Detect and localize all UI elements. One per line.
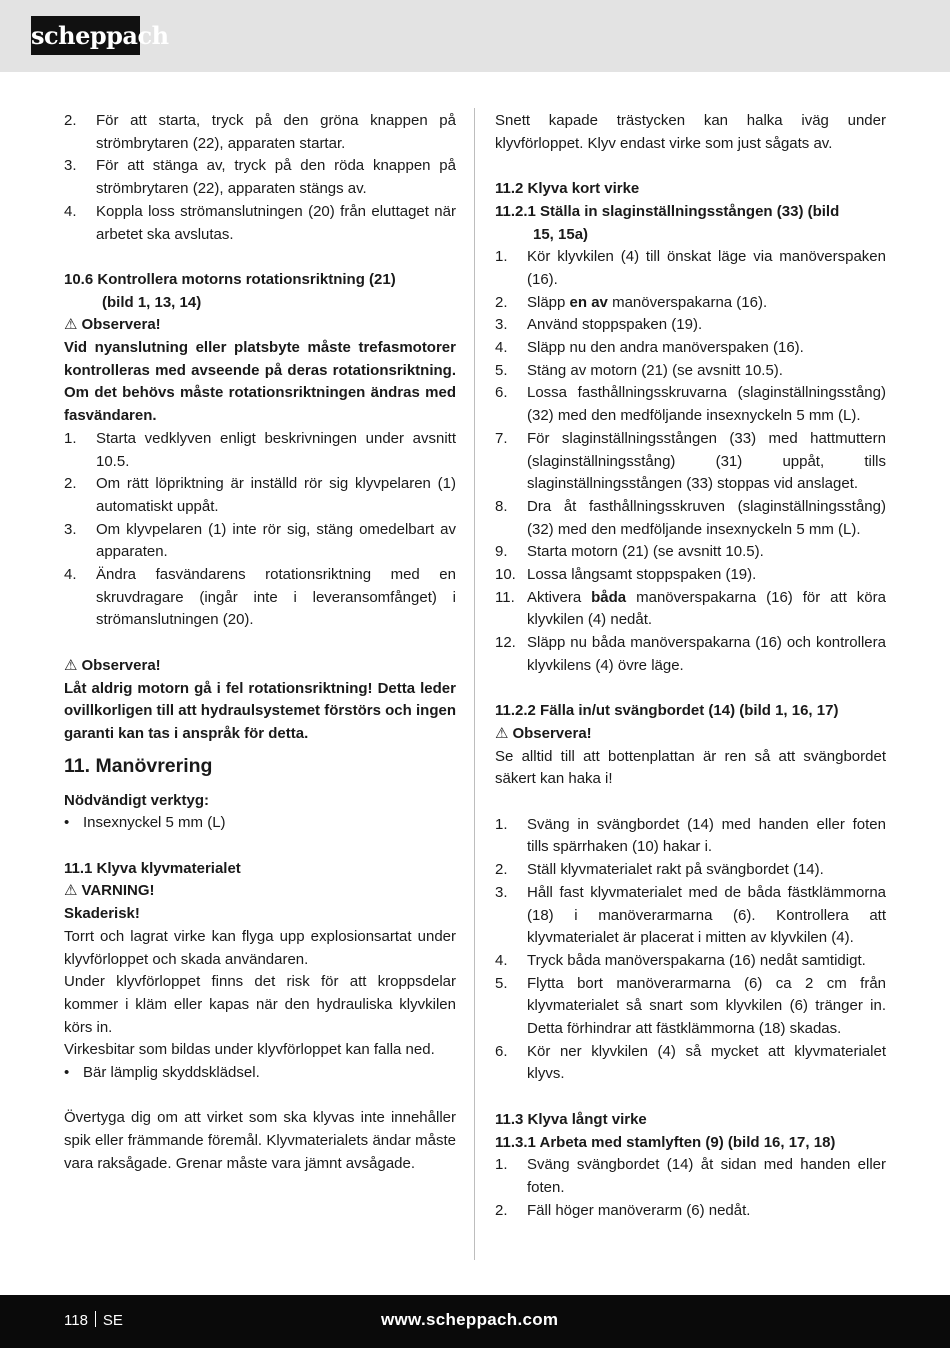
list-item: 11. Aktivera båda manöverspakarna (16) för att köra klyvkilen (4) nedåt. <box>495 588 886 629</box>
list-item: 5. Flytta bort manöverarmarna (6) ca 2 cm från klyvmaterialet så snart som klyvkilen (6) tränger in. Detta förhindrar att fästklämmorna (18) skadas. <box>495 974 886 1038</box>
list-item: 5. Stäng av motorn (21) (se avsnitt 10.5). <box>495 361 783 379</box>
list-item: 4. Tryck båda manöverspakarna (16) nedåt samtidigt. <box>495 951 866 969</box>
list-item: 4. Ändra fasvändarens rotationsriktning med en skruvdragare (ingår inte i leveransomfånget) i strömanslutningen (20). <box>64 566 456 629</box>
list-item: 1. Starta vedklyven enligt beskrivningen under avsnitt 10.5. <box>64 429 456 470</box>
list-item: 2. Fäll höger manöverarm (6) nedåt. <box>495 1201 751 1219</box>
section-heading-11-3: 11.3 Klyva långt virke <box>495 1110 647 1128</box>
list-item: 3. För att stänga av, tryck på den röda knappen på strömbrytaren (22), apparaten stängs av. <box>64 157 456 198</box>
paragraph: Virkesbitar som bildas under klyvförloppet kan falla ned. <box>64 1041 435 1059</box>
section-heading-10-6: 10.6 Kontrollera motorns rotationsriktning (21) <box>64 270 396 288</box>
list-item: 1. Sväng in svängbordet (14) med handen eller foten tills spärrhaken (10) hakar i. <box>495 815 886 856</box>
notice-text: Se alltid till att bottenplattan är ren så att svängbordet säkert kan haka i! <box>495 747 886 788</box>
notice-text: Låt aldrig motorn gå i fel rotationsriktning! Detta leder ovillkorligen till att hydraulsystemet förstörs och ingen garanti kan tas i anspråk för detta. <box>64 679 456 742</box>
section-heading-11-2-1-sub: 15, 15a) <box>533 225 589 243</box>
list-item: 3. Använd stoppspaken (19). <box>495 316 703 334</box>
scheppach-logo: scheppach <box>31 16 140 55</box>
list-item: 1. Kör klyvkilen (4) till önskat läge via manöverspaken (16). <box>495 248 886 288</box>
section-heading-11-3-1: 11.3.1 Arbeta med stamlyften (9) (bild 16, 17, 18) <box>495 1133 836 1151</box>
list-item: 6. Lossa fasthållningsskruvarna (slaginställningsstång) (32) med den medföljande insexnyckeln 5 mm (L). <box>495 384 886 425</box>
warning-icon: ⚠ <box>495 724 509 742</box>
list-item: 2. För att starta, tryck på den gröna knappen på strömbrytaren (22), apparaten startar. <box>64 112 456 152</box>
injury-risk: Skaderisk! <box>64 905 140 923</box>
warning-icon: ⚠ <box>64 882 78 900</box>
section-heading-11-2: 11.2 Klyva kort virke <box>495 180 640 198</box>
list-item: 8. Dra åt fasthållningsskruven (slaginställningsstång) (32) med den medföljande insexnyckeln 5 mm (L). <box>495 497 886 538</box>
list-item: 4. Släpp nu den andra manöverspaken (16). <box>495 339 804 357</box>
list-item: • Insexnyckel 5 mm (L) <box>64 814 226 832</box>
notice-text: Vid nyanslutning eller platsbyte måste trefasmotorer kontrolleras med avseende på deras rotationsriktning. Om det behövs måste rotationsriktningen ändras med fasvändaren. <box>64 339 456 425</box>
notice-heading: ⚠ Observera! <box>64 314 456 337</box>
list-item: 1. Sväng svängbordet (14) åt sidan med handen eller foten. <box>495 1156 886 1196</box>
column-divider <box>474 108 475 1260</box>
warning-icon: ⚠ <box>64 656 78 674</box>
section-heading-11-2-1: 11.2.1 Ställa in slaginställningsstången (33) (bild <box>495 202 840 220</box>
paragraph: Snett kapade trästycken kan halka iväg under klyvförloppet. Klyv endast virke som just sågats av. <box>495 112 886 152</box>
list-item: 3. Om klyvpelaren (1) inte rör sig, stäng omedelbart av apparaten. <box>64 520 456 561</box>
page-header <box>0 0 950 72</box>
page-footer <box>0 1295 950 1348</box>
paragraph: Övertyga dig om att virket som ska klyvas inte innehåller spik eller främmande föremål. Klyvmaterialets ändar måste vara raksågade. Grenar måste vara jämnt avsågade. <box>64 1109 456 1172</box>
list-item: 10. Lossa långsamt stoppspaken (19). <box>495 566 757 584</box>
notice-heading: ⚠ Observera! <box>64 655 456 678</box>
list-item: 2. Släpp en av manöverspakarna (16). <box>495 293 768 311</box>
right-column <box>495 110 886 1222</box>
section-heading-10-6-sub: (bild 1, 13, 14) <box>102 293 202 311</box>
list-item: 6. Kör ner klyvkilen (4) så mycket att klyvmaterialet klyvs. <box>495 1042 886 1083</box>
paragraph: Under klyvförloppet finns det risk för att kroppsdelar kommer i kläm eller kapas när den hydrauliska klyvkilen körs in. <box>64 973 456 1036</box>
chapter-heading-11: 11. Manövrering <box>64 754 213 777</box>
section-heading-11-1: 11.1 Klyva klyvmaterialet <box>64 859 241 877</box>
list-item: 3. Håll fast klyvmaterialet med de båda fästklämmorna (18) i manöverarmarna (6). Kontrollera att klyvmaterialet är placerat i mitten av klyvkilen (4). <box>495 883 886 947</box>
website-link[interactable]: www.scheppach.com <box>381 1310 559 1329</box>
notice-heading: ⚠ Observera! <box>495 723 886 746</box>
page-number: 118 SE <box>64 1312 123 1329</box>
warning-heading: ⚠ VARNING! <box>64 880 456 903</box>
list-item: 2. Om rätt löpriktning är inställd rör sig klyvpelaren (1) automatiskt uppåt. <box>64 475 456 515</box>
list-item: • Bär lämplig skyddsklädsel. <box>64 1064 260 1082</box>
list-item: 4. Koppla loss strömanslutningen (20) från eluttaget när arbetet ska avslutas. <box>64 202 456 243</box>
list-item: 7. För slaginställningsstången (33) med hattmuttern (slaginställningsstång) (31) uppåt, tills slaginställningsstången (33) stoppas vid anslaget. <box>495 429 886 493</box>
section-heading-11-2-2: 11.2.2 Fälla in/ut svängbordet (14) (bild 1, 16, 17) <box>495 702 839 720</box>
list-item: 9. Starta motorn (21) (se avsnitt 10.5). <box>495 543 764 561</box>
left-column <box>64 110 456 1176</box>
paragraph: Torrt och lagrat virke kan flyga upp explosionsartat under klyvförloppet och skada användaren. <box>64 927 456 968</box>
list-item: 2. Ställ klyvmaterialet rakt på svängbordet (14). <box>495 861 824 879</box>
tools-heading: Nödvändigt verktyg: <box>64 791 210 809</box>
warning-icon: ⚠ <box>64 316 78 334</box>
list-item: 12. Släpp nu båda manöverspakarna (16) och kontrollera klyvkilens (4) övre läge. <box>495 634 886 674</box>
